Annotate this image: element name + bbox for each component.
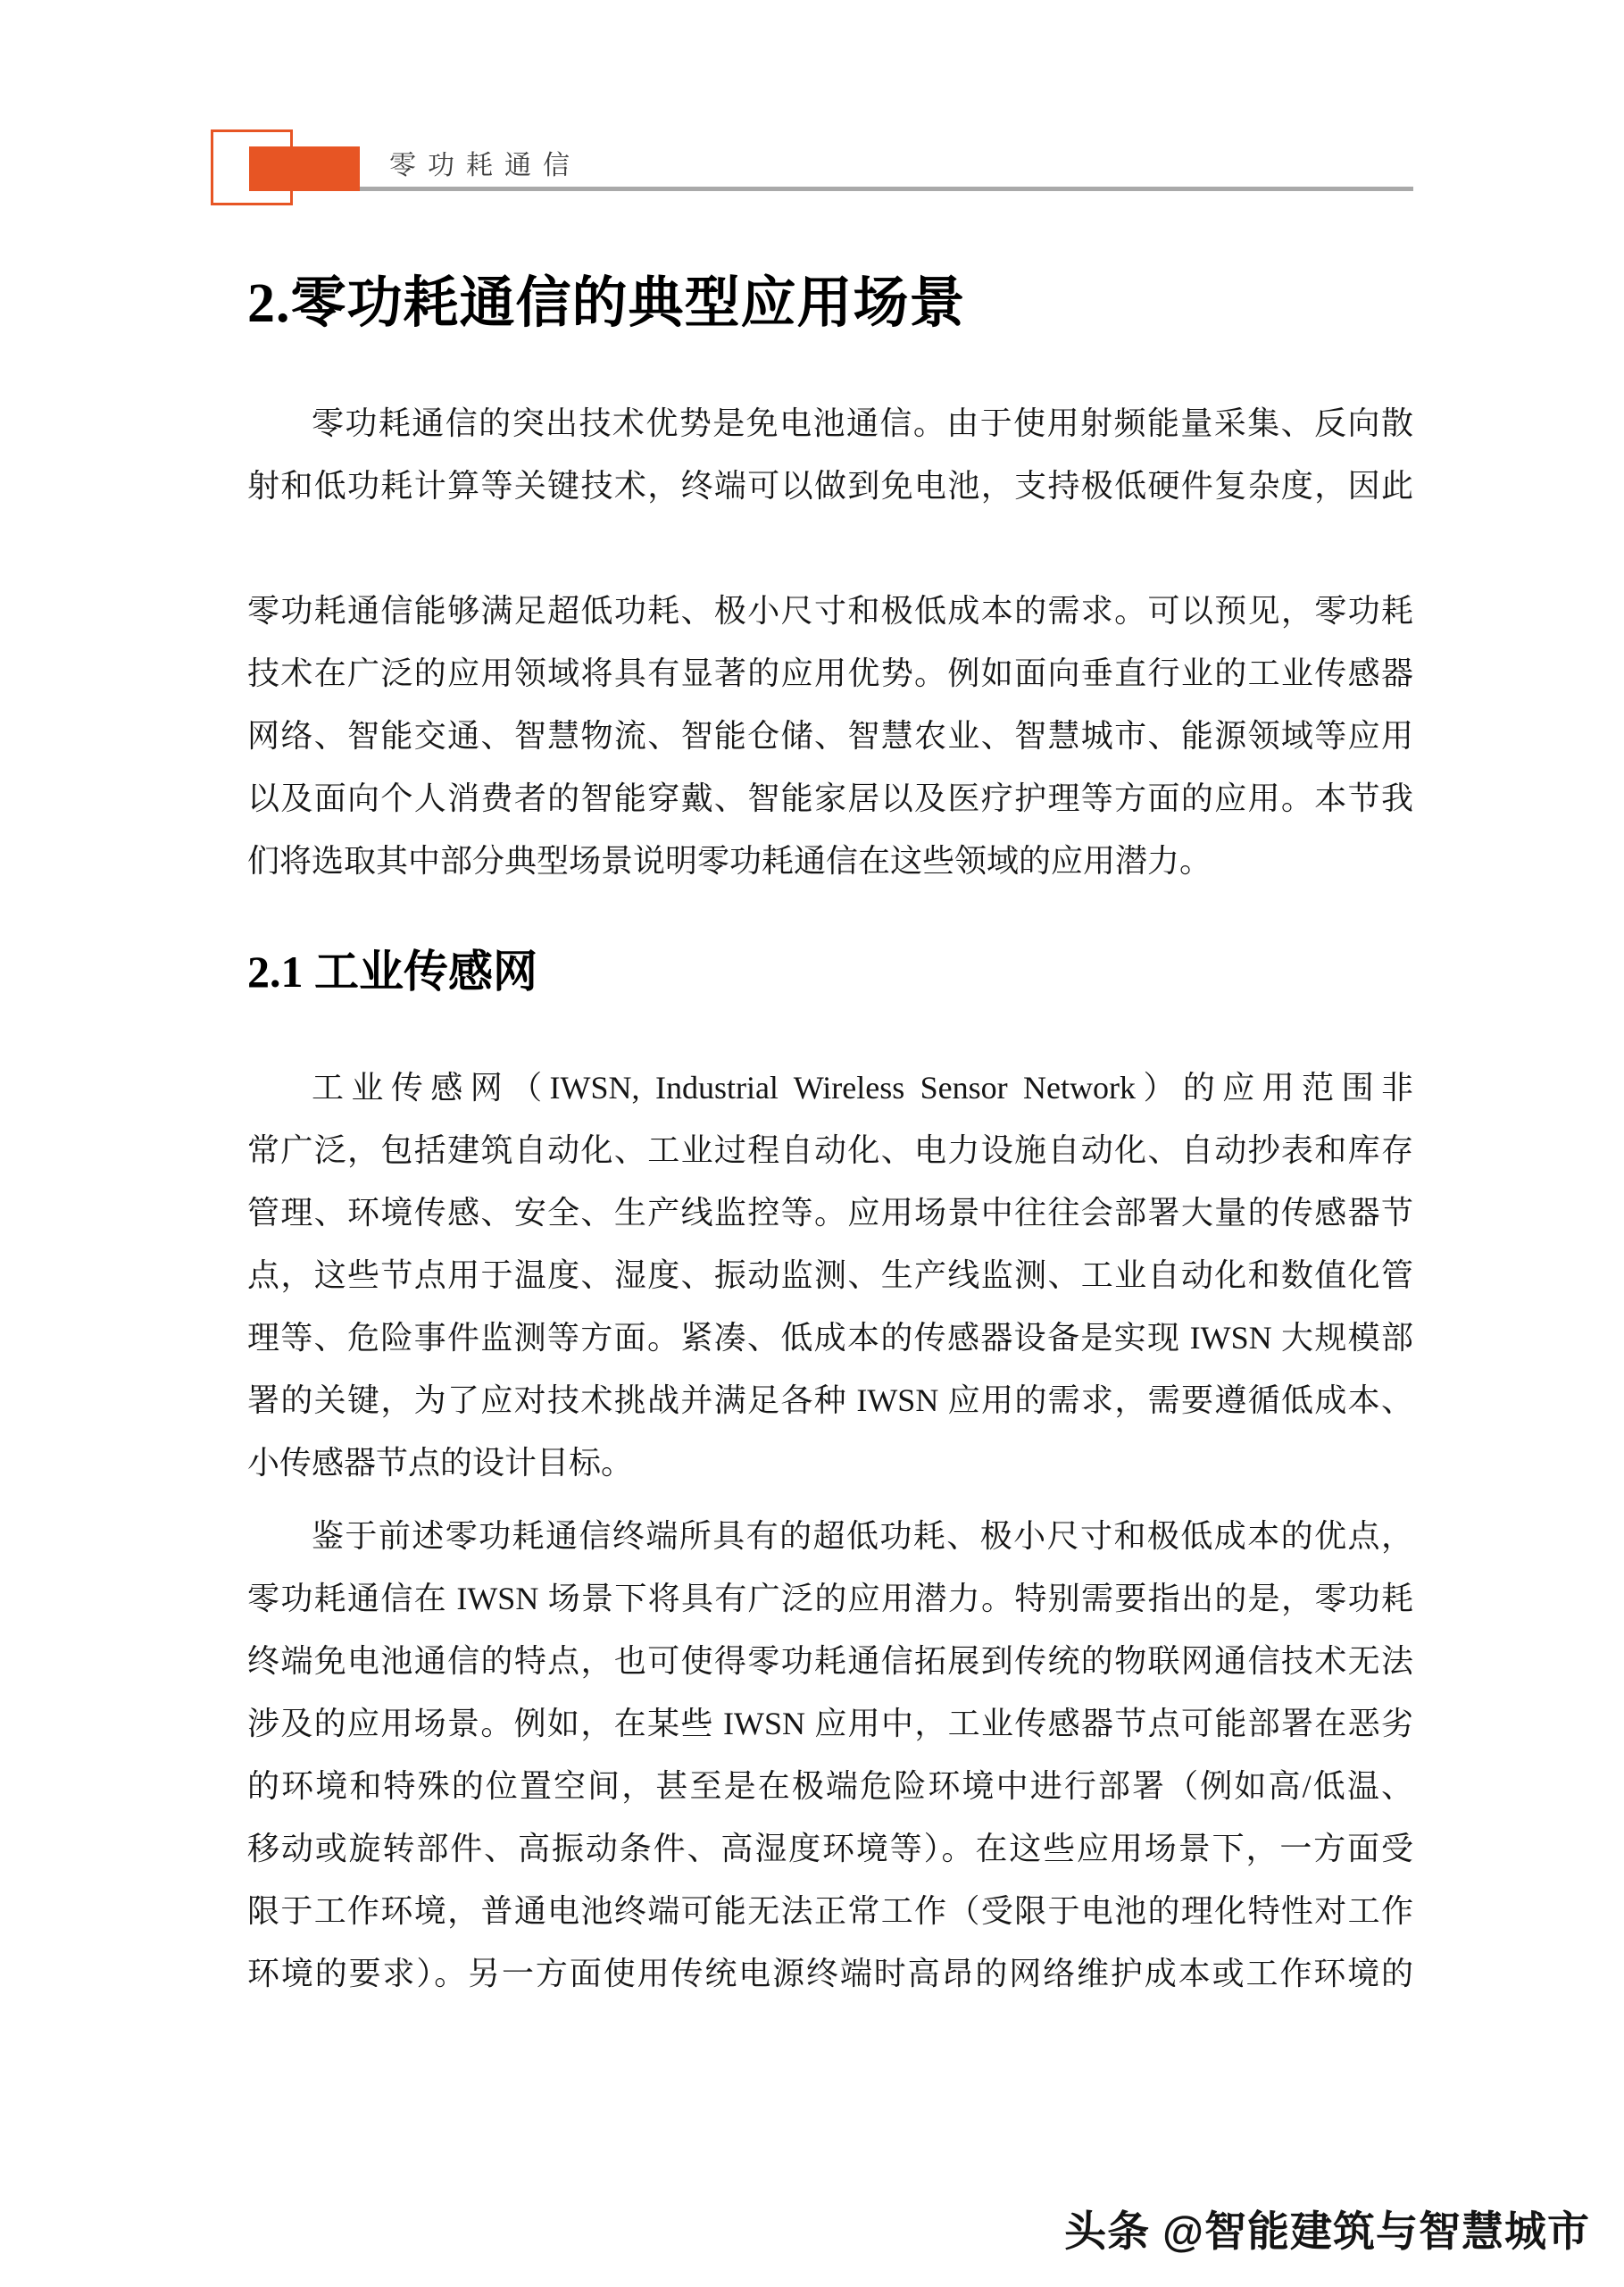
text-line: 终端免电池通信的特点，也可使得零功耗通信拓展到传统的物联网通信技术无法: [247, 1643, 1413, 1679]
text-line: 理等、危险事件监测等方面。紧凑、低成本的传感器设备是实现 IWSN 大规模部: [247, 1320, 1413, 1356]
section-paragraph-1: [247, 1056, 1413, 1494]
text-line: 们将选取其中部分典型场景说明零功耗通信在这些领域的应用潜力。: [247, 843, 1212, 879]
text-line: 射和低功耗计算等关键技术，终端可以做到免电池，支持极低硬件复杂度，因此: [247, 468, 1413, 504]
text-line: 移动或旋转部件、高振动条件、高湿度环境等）。在这些应用场景下，一方面受: [247, 1831, 1413, 1866]
text-line: 涉及的应用场景。例如，在某些 IWSN 应用中，工业传感器节点可能部署在恶劣: [247, 1706, 1413, 1741]
text-line: 鉴于前述零功耗通信终端所具有的超低功耗、极小尺寸和极低成本的优点，: [312, 1518, 1413, 1554]
watermark: 头条 @智能建筑与智慧城市: [1064, 2208, 1590, 2255]
text-line: 零功耗通信的突出技术优势是免电池通信。由于使用射频能量采集、反向散: [312, 405, 1413, 441]
logo-filled-square: [249, 146, 360, 191]
text-line: 管理、环境传感、安全、生产线监控等。应用场景中往往会部署大量的传感器节: [247, 1195, 1413, 1231]
text-line: 零功耗通信在 IWSN 场景下将具有广泛的应用潜力。特别需要指出的是，零功耗: [247, 1581, 1413, 1616]
text-line: 署的关键，为了应对技术挑战并满足各种 IWSN 应用的需求，需要遵循低成本、: [247, 1382, 1413, 1418]
text-line: 环境的要求）。另一方面使用传统电源终端时高昂的网络维护成本或工作环境的: [247, 1956, 1413, 1991]
text-line: 常广泛，包括建筑自动化、工业过程自动化、电力设施自动化、自动抄表和库存: [247, 1132, 1413, 1168]
text-line: 工业传感网（IWSN, Industrial Wireless Sensor Network）的应用范围非: [312, 1070, 1413, 1106]
intro-paragraph-1: [247, 392, 1413, 517]
text-line: 以及面向个人消费者的智能穿戴、智能家居以及医疗护理等方面的应用。本节我: [247, 780, 1413, 816]
text-line: 限于工作环境，普通电池终端可能无法正常工作（受限于电池的理化特性对工作: [247, 1893, 1413, 1929]
section-paragraph-2: [247, 1505, 1413, 2005]
text-line: 技术在广泛的应用领域将具有显著的应用优势。例如面向垂直行业的工业传感器: [247, 655, 1413, 691]
text-line: 网络、智能交通、智慧物流、智能仓储、智慧农业、智慧城市、能源领域等应用: [247, 718, 1413, 754]
chapter-title: 零功耗通信: [389, 151, 581, 180]
text-line: 的环境和特殊的位置空间，甚至是在极端危险环境中进行部署（例如高/低温、: [247, 1768, 1413, 1804]
page-title: 2.零功耗通信的典型应用场景: [247, 273, 966, 334]
intro-paragraph-2: [247, 580, 1413, 892]
document-content: [247, 268, 1413, 2005]
section-heading: 2.1 工业传感网: [247, 947, 537, 997]
text-line: 小传感器节点的设计目标。: [247, 1445, 634, 1481]
header-divider-rule: [360, 187, 1413, 191]
text-line: 零功耗通信能够满足超低功耗、极小尺寸和极低成本的需求。可以预见，零功耗: [247, 593, 1413, 629]
text-line: 点，这些节点用于温度、湿度、振动监测、生产线监测、工业自动化和数值化管: [247, 1257, 1413, 1293]
